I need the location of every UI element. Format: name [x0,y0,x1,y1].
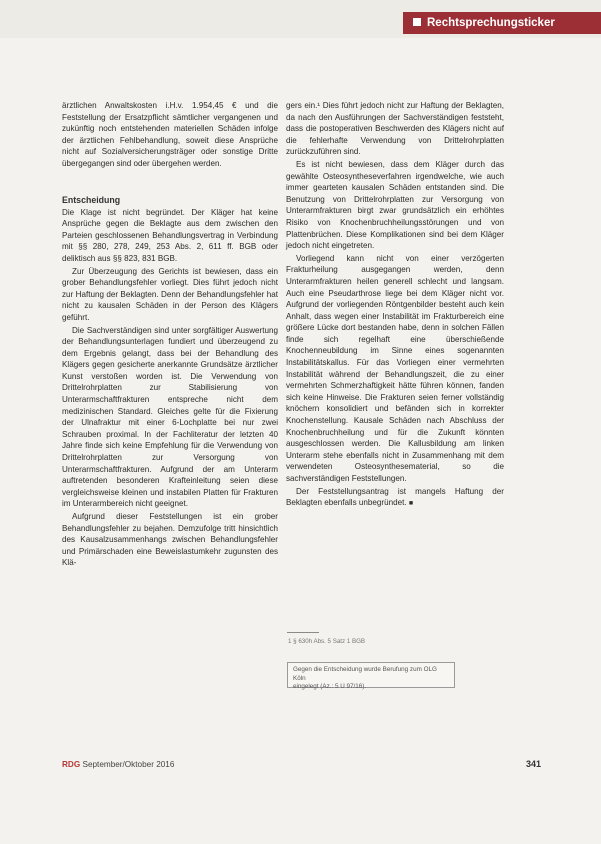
end-mark-icon: ■ [408,500,414,508]
section-heading: Entscheidung [62,194,121,205]
footer-brand: RDG [62,760,81,769]
source-note-line: eingelegt (Az.: 5 U 97/16). [293,683,367,690]
paragraph: gers ein.¹ Dies führt jedoch nicht zur Haftung der Beklagten, da nach den Ausführungen der Sachverständigen feststeht, dass die postoperativen Beschwerden des Klägers nicht auf die fehlerhafte Verwendung von Drittelrohrplatten zurückzuführen sind. [286,101,504,157]
paragraph: Die Klage ist nicht begründet. Der Kläger hat keine Ansprüche gegen die Beklagte aus dem zwischen den Parteien geschlossenen Behandlungsvertrag in Verbindung mit §§ 280, 278, 249, 253 Abs. 2, 611 ff. BGB oder deliktisch aus §§ 823, 831 BGB. [62,207,278,263]
footnote: 1 § 630h Abs. 5 Satz 1 BGB [288,638,366,645]
left-column [62,100,278,570]
footer-issue [62,760,174,769]
section-tab [403,12,601,34]
paragraph: Die Sachverständigen sind unter sorgfältiger Auswertung der Behandlungsunterlagen fundiert und überzeugend zu dem Ergebnis gelangt, dass bei der Behandlung des Klägers gegen gesicherte anerkannte Grundsätze ärztlicher Kunst verstoßen worden ist. Die Verwendung von Drittelrohrplatten zur Stabilisierung von Unterarmschaftfrakturen entspreche nicht dem medizinischen Standard. Gleiches gelte für die Fixierung der Ulnafraktur mit einer 6-Lochplatte bei nur zwei Schrauben proximal. In der Fachliteratur der letzten 40 Jahre finde sich keine Empfehlung für die Verwendung von Drittelrohrplatten zur Versorgung von Unterarmschaftfrakturen. Aufgrund der am Unterarm auftretenden besonderen Krafteinleitung seien diese vergleichsweise kleinen und instabilen Platten für Frakturen im Unterarmbereich nicht geeignet. [62,325,278,509]
footer-issue-date: September/Oktober 2016 [80,760,175,769]
paragraph: Vorliegend kann nicht von einer verzögerten Frakturheilung ausgegangen werden, denn Unterarmfrakturen heilen generell schlecht und langsam. Auch eine Pseudarthrose liege bei dem Kläger nicht vor. Aufgrund der vorliegenden Röntgenbilder besteht auch kein Anhalt, dass wegen einer Instabilität im Frakturbereich eine größere Lücke dort bestanden habe, denn in solchen Fällen finde sich regelhaft eine überschießende Knochenneubildung im Sinne eines sogenannten Instabilitätskallus. Für das Vorliegen einer vermehrten Instabilität während der Behandlungszeit, die zu einer vermehrten Schmerzhaftigkeit hätte führen können, fanden sich keine Hinweise. Die Frakturen seien ferner vollständig knöchern konsolidiert und befänden sich in korrekter Knochenstellung. Kausale Schäden nach Abschluss der Knochenbruchheilung und für die Zukunft könnten ausgeschlossen werden. Die Kallusbildung am linken Unterarm stehe ebenfalls nicht in Zusammenhang mit dem verwendeten Osteosynthesematerial, so die sachverständigen Feststellungen. [286,253,504,483]
right-column [286,100,504,511]
footnote-divider [287,632,319,633]
page-number: 341 [526,759,542,769]
paragraph: Aufgrund dieser Feststellungen ist ein grober Behandlungsfehler zu bejahen. Demzufolge tritt hinsichtlich des Kausalzusammenhangs zwischen Behandlungsfehler und Primärschaden eine Beweislastumkehr zugunsten des Klä- [62,512,278,568]
paragraph [286,486,504,510]
square-bullet-icon [413,18,421,26]
paragraph: Zur Überzeugung des Gerichts ist bewiesen, dass ein grober Behandlungsfehler vorliegt. Dies führt jedoch nicht zur Haftung der Beklagten. Denn der Behandlungsfehler hat nicht zu kausalen Schäden in der Person des Klägers geführt. [62,266,278,322]
section-label: Rechtsprechungsticker [427,17,555,29]
intro-paragraph: ärztlichen Anwaltskosten i.H.v. 1.954,45 € und die Feststellung der Ersatzpflicht sämtlicher vergangenen und zukünftig noch entstehenden materiellen Schäden infolge der ärztlichen Fehlbehandlung, soweit diese Ansprüche nicht auf Sozialversicherungsträger oder sonstige Dritte übergegangen sind oder übergehen werden. [62,101,278,168]
source-note-box [287,662,455,688]
paragraph: Es ist nicht bewiesen, dass dem Kläger durch das gewählte Osteosyntheseverfahren irgendwelche, wie auch immer gearteten kausalen Schäden entstanden sind. Die Benutzung von Drittelrohrplatten zur Versorgung von Unterarmfrakturen birgt zwar grundsätzlich ein erhöhtes Risiko von Knochenbruchheilungsstörungen und von Plattenbrüchen. Diese Komplikationen sind bei dem Kläger jedoch nicht eingetreten. [286,159,504,251]
source-note-line: Gegen die Entscheidung wurde Berufung zum OLG Köln [293,666,437,682]
closing-text: Der Feststellungsantrag ist mangels Haftung der Beklagten ebenfalls unbegründet. [286,486,504,508]
